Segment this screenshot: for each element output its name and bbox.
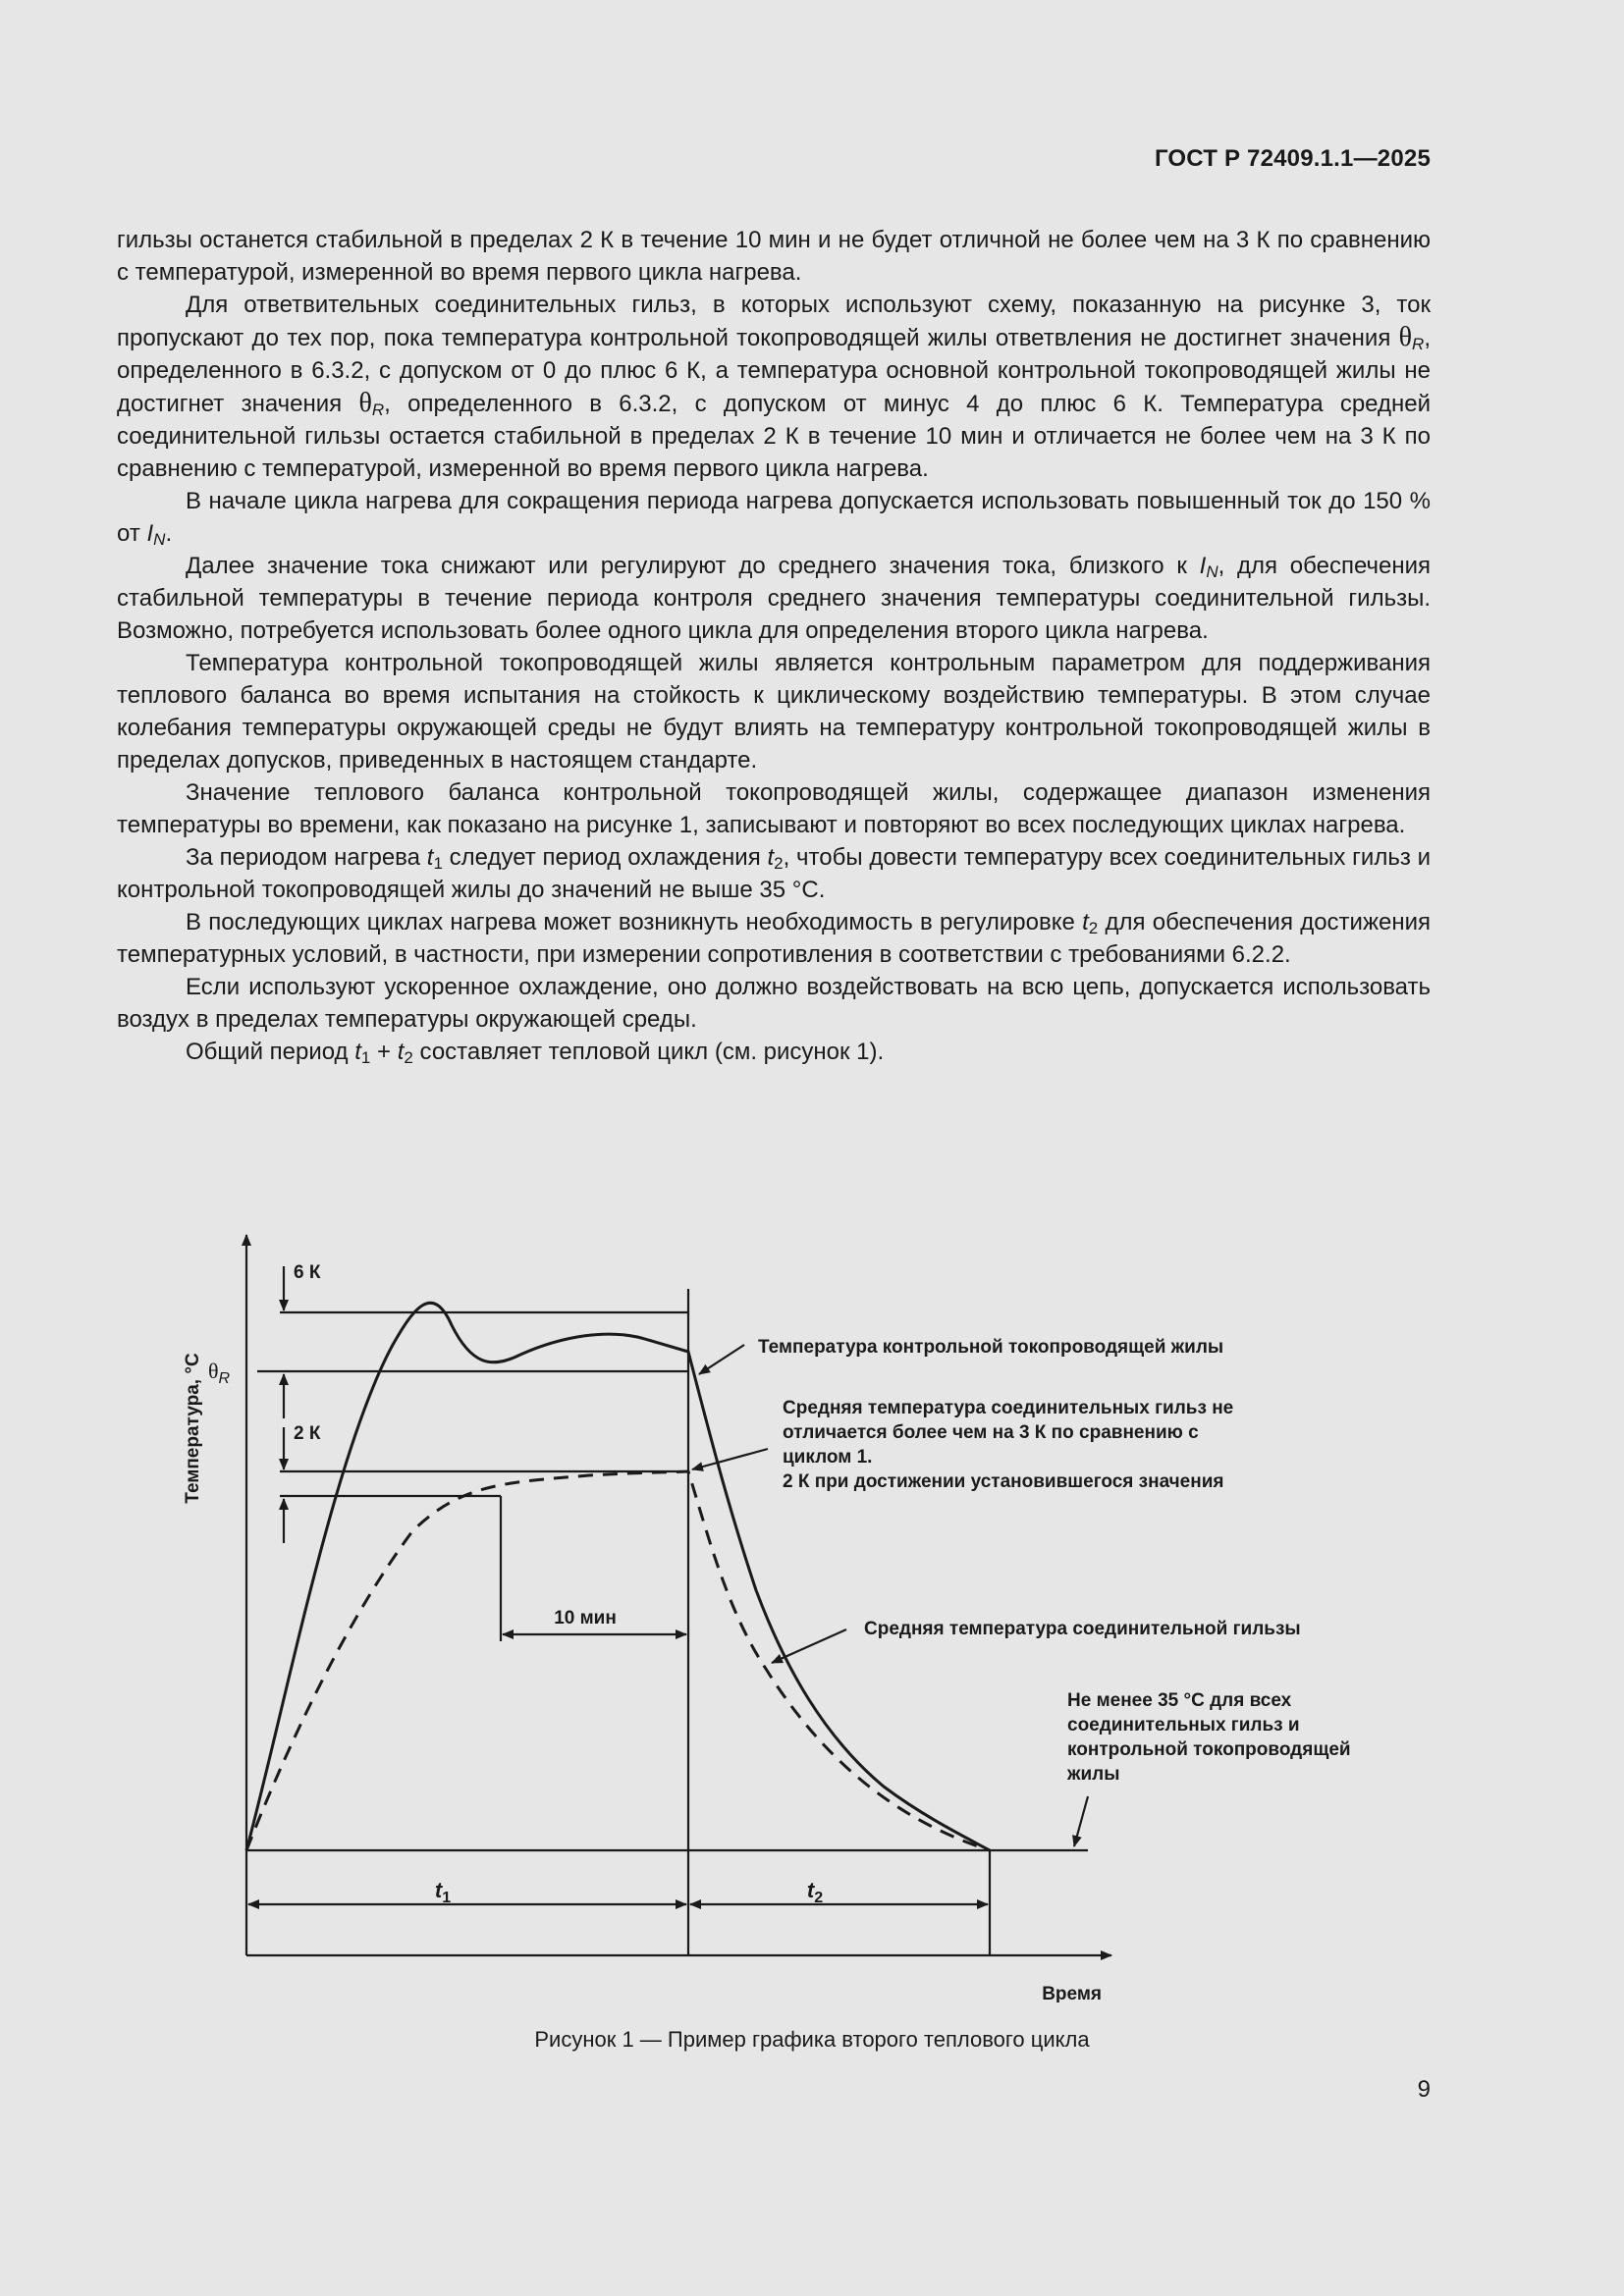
- figure-thermal-cycle: [0, 1217, 1624, 2002]
- t1-label: $t_1$: [434, 1878, 452, 1906]
- paragraph: За периодом нагрева $t_1$ следует период охлаждения $t_2$, чтобы довести температуру всех соединительных гильз и контрольной токопроводящей жилы до значений не выше 35 °C.: [117, 844, 1431, 903]
- label-2k: 2 К: [294, 1423, 321, 1444]
- annotation-sleeve-average: Средняя температура соединительной гильзы: [864, 1619, 1301, 1639]
- body-text: [117, 224, 1431, 1068]
- x-axis-label: Время: [1042, 1984, 1102, 2002]
- y-axis-label: Температура, °C: [183, 1353, 203, 1504]
- paragraph: гильзы останется стабильной в пределах 2 К в течение 10 мин и не будет отличной не более чем на 3 К по сравнению с температурой, измеренной во время первого цикла нагрева.: [117, 227, 1431, 286]
- paragraph: В начале цикла нагрева для сокращения периода нагрева допускается использовать повышенный ток до 150 % от $I_N$.: [117, 488, 1431, 549]
- sleeve-average-temperature-curve: [246, 1471, 990, 1850]
- paragraph: Значение теплового баланса контрольной токопроводящей жилы, содержащее диапазон изменения температуры во времени, как показано на рисунке 1, записывают и повторяют во всех последующих циклах нагрева.: [117, 779, 1431, 838]
- label-6k: 6 К: [294, 1262, 321, 1283]
- paragraph: В последующих циклах нагрева может возникнуть необходимость в регулировке $t_2$ для обеспечения достижения температурных условий, в частности, при измерении сопротивления в соответствии с требованиями 6.2.2.: [117, 909, 1431, 968]
- theta-r-label: $\theta_R$: [208, 1359, 231, 1387]
- paragraph: Далее значение тока снижают или регулируют до среднего значения тока, близкого к $I_N$, для обеспечения стабильной температуры в течение периода контроля среднего значения температуры соединительной гильзы. Возможно, потребуется использовать более одного цикла для определения второго цикла нагрева.: [117, 553, 1432, 644]
- annotation-average: Средняя температура соединительных гильз не отличается более чем на 3 К по сравнению с циклом 1. 2 К при достижении установившегося значения: [783, 1398, 1234, 1492]
- paragraph: Общий период $t_1 + t_2$ составляет тепловой цикл (см. рисунок 1).: [186, 1039, 885, 1067]
- figure-caption: Рисунок 1 — Пример графика второго теплового цикла: [534, 2027, 1090, 2052]
- paragraph: Для ответвительных соединительных гильз, в которых используют схему, показанную на рисунке 3, ток пропускают до тех пор, пока температура контрольной токопроводящей жилы ответвления не достигнет значения $\theta_R$, определенного в 6.3.2, с допуском от 0 до плюс 6 К, а температура основной контрольной токопроводящей жилы не достигнет значения $\theta_R$, определенного в 6.3.2, с допуском от минус 4 до плюс 6 К. Температура средней соединительной гильзы остается стабильной в пределах 2 К в течение 10 мин и отличается не более чем на 3 К по сравнению с температурой, измеренной во время первого цикла нагрева.: [117, 292, 1431, 482]
- conductor-temperature-curve: [246, 1303, 990, 1850]
- t2-label: $t_2$: [806, 1878, 824, 1906]
- document-id: ГОСТ Р 72409.1.1—2025: [1154, 145, 1431, 172]
- annotation-35c: Не менее 35 °C для всех соединительных гильз и контрольной токопроводящей жилы: [1067, 1690, 1351, 1785]
- paragraph: Температура контрольной токопроводящей жилы является контрольным параметром для поддерживания теплового баланса во время испытания на стойкость к циклическому воздействию температуры. В этом случае колебания температуры окружающей среды не будут влиять на температуру контрольной токопроводящей жилы в пределах допусков, приведенных в настоящем стандарте.: [117, 650, 1431, 774]
- label-10min: 10 мин: [554, 1608, 617, 1629]
- paragraph: Если используют ускоренное охлаждение, оно должно воздействовать на всю цепь, допускается использовать воздух в пределах температуры окружающей среды.: [117, 974, 1431, 1033]
- thermal-cycle-diagram: [0, 1217, 1624, 2002]
- annotation-conductor: Температура контрольной токопроводящей жилы: [758, 1337, 1224, 1358]
- page-number: 9: [1417, 2076, 1431, 2103]
